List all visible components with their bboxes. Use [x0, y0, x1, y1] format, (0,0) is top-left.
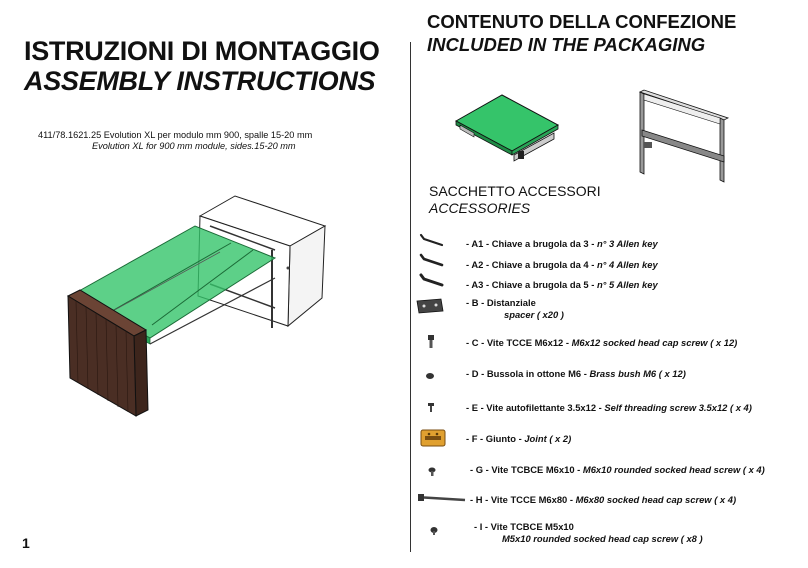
self-threading-screw-icon: [427, 403, 435, 413]
item-d: - D - Bussola in ottone M6 - Brass bush M6 ( x 12): [466, 368, 686, 379]
spacer-icon: [415, 297, 445, 317]
page-number: 1: [22, 535, 30, 551]
page-title: ISTRUZIONI DI MONTAGGIO: [24, 36, 380, 66]
item-e: - E - Vite autofilettante 3.5x12 - Self threading screw 3.5x12 ( x 4): [466, 402, 752, 413]
screw-h-icon: [417, 492, 467, 504]
item-i: - I - Vite TCBCE M5x10 M5x10 rounded socked head cap screw ( x8 ): [474, 521, 703, 544]
page-title-en: ASSEMBLY INSTRUCTIONS: [24, 66, 376, 96]
assembly-illustration: [60, 188, 330, 428]
item-g: - G - Vite TCBCE M6x10 - M6x10 rounded socked head screw ( x 4): [470, 464, 765, 475]
screw-i-icon: [429, 526, 439, 536]
item-f: - F - Giunto - Joint ( x 2): [466, 433, 572, 444]
allen-key-3-icon: [418, 233, 444, 249]
allen-key-5-icon: [418, 273, 444, 289]
joint-icon: [419, 427, 447, 449]
item-a3: - A3 - Chiave a brugola da 5 - n° 5 Allen key: [466, 279, 658, 290]
item-a2: - A2 - Chiave a brugola da 4 - n° 4 Allen key: [466, 259, 658, 270]
accessories-title: SACCHETTO ACCESSORI: [429, 183, 601, 199]
divider: [410, 42, 411, 552]
allen-key-4-icon: [418, 253, 444, 269]
product-description: 411/78.1621.25 Evolution XL per modulo mm 900, spalle 15-20 mm: [38, 130, 313, 140]
screw-c-icon: [426, 335, 436, 349]
product-description-en: Evolution XL for 900 mm module, sides.15-20 mm: [92, 141, 296, 151]
glass-shelf-part: [444, 93, 564, 168]
item-c: - C - Vite TCCE M6x12 - M6x12 socked head cap screw ( x 12): [466, 337, 738, 348]
frame-part: [632, 86, 732, 186]
item-a1: - A1 - Chiave a brugola da 3 - n° 3 Allen key: [466, 238, 658, 249]
item-b: - B - Distanziale spacer ( x20 ): [466, 297, 564, 320]
contents-title-en: INCLUDED IN THE PACKAGING: [427, 34, 706, 55]
accessories-title-en: ACCESSORIES: [429, 200, 531, 216]
item-h: - H - Vite TCCE M6x80 - M6x80 socked head cap screw ( x 4): [470, 494, 737, 505]
brass-bush-icon: [425, 371, 435, 381]
contents-title: CONTENUTO DELLA CONFEZIONE: [427, 11, 737, 32]
screw-g-icon: [428, 467, 438, 477]
